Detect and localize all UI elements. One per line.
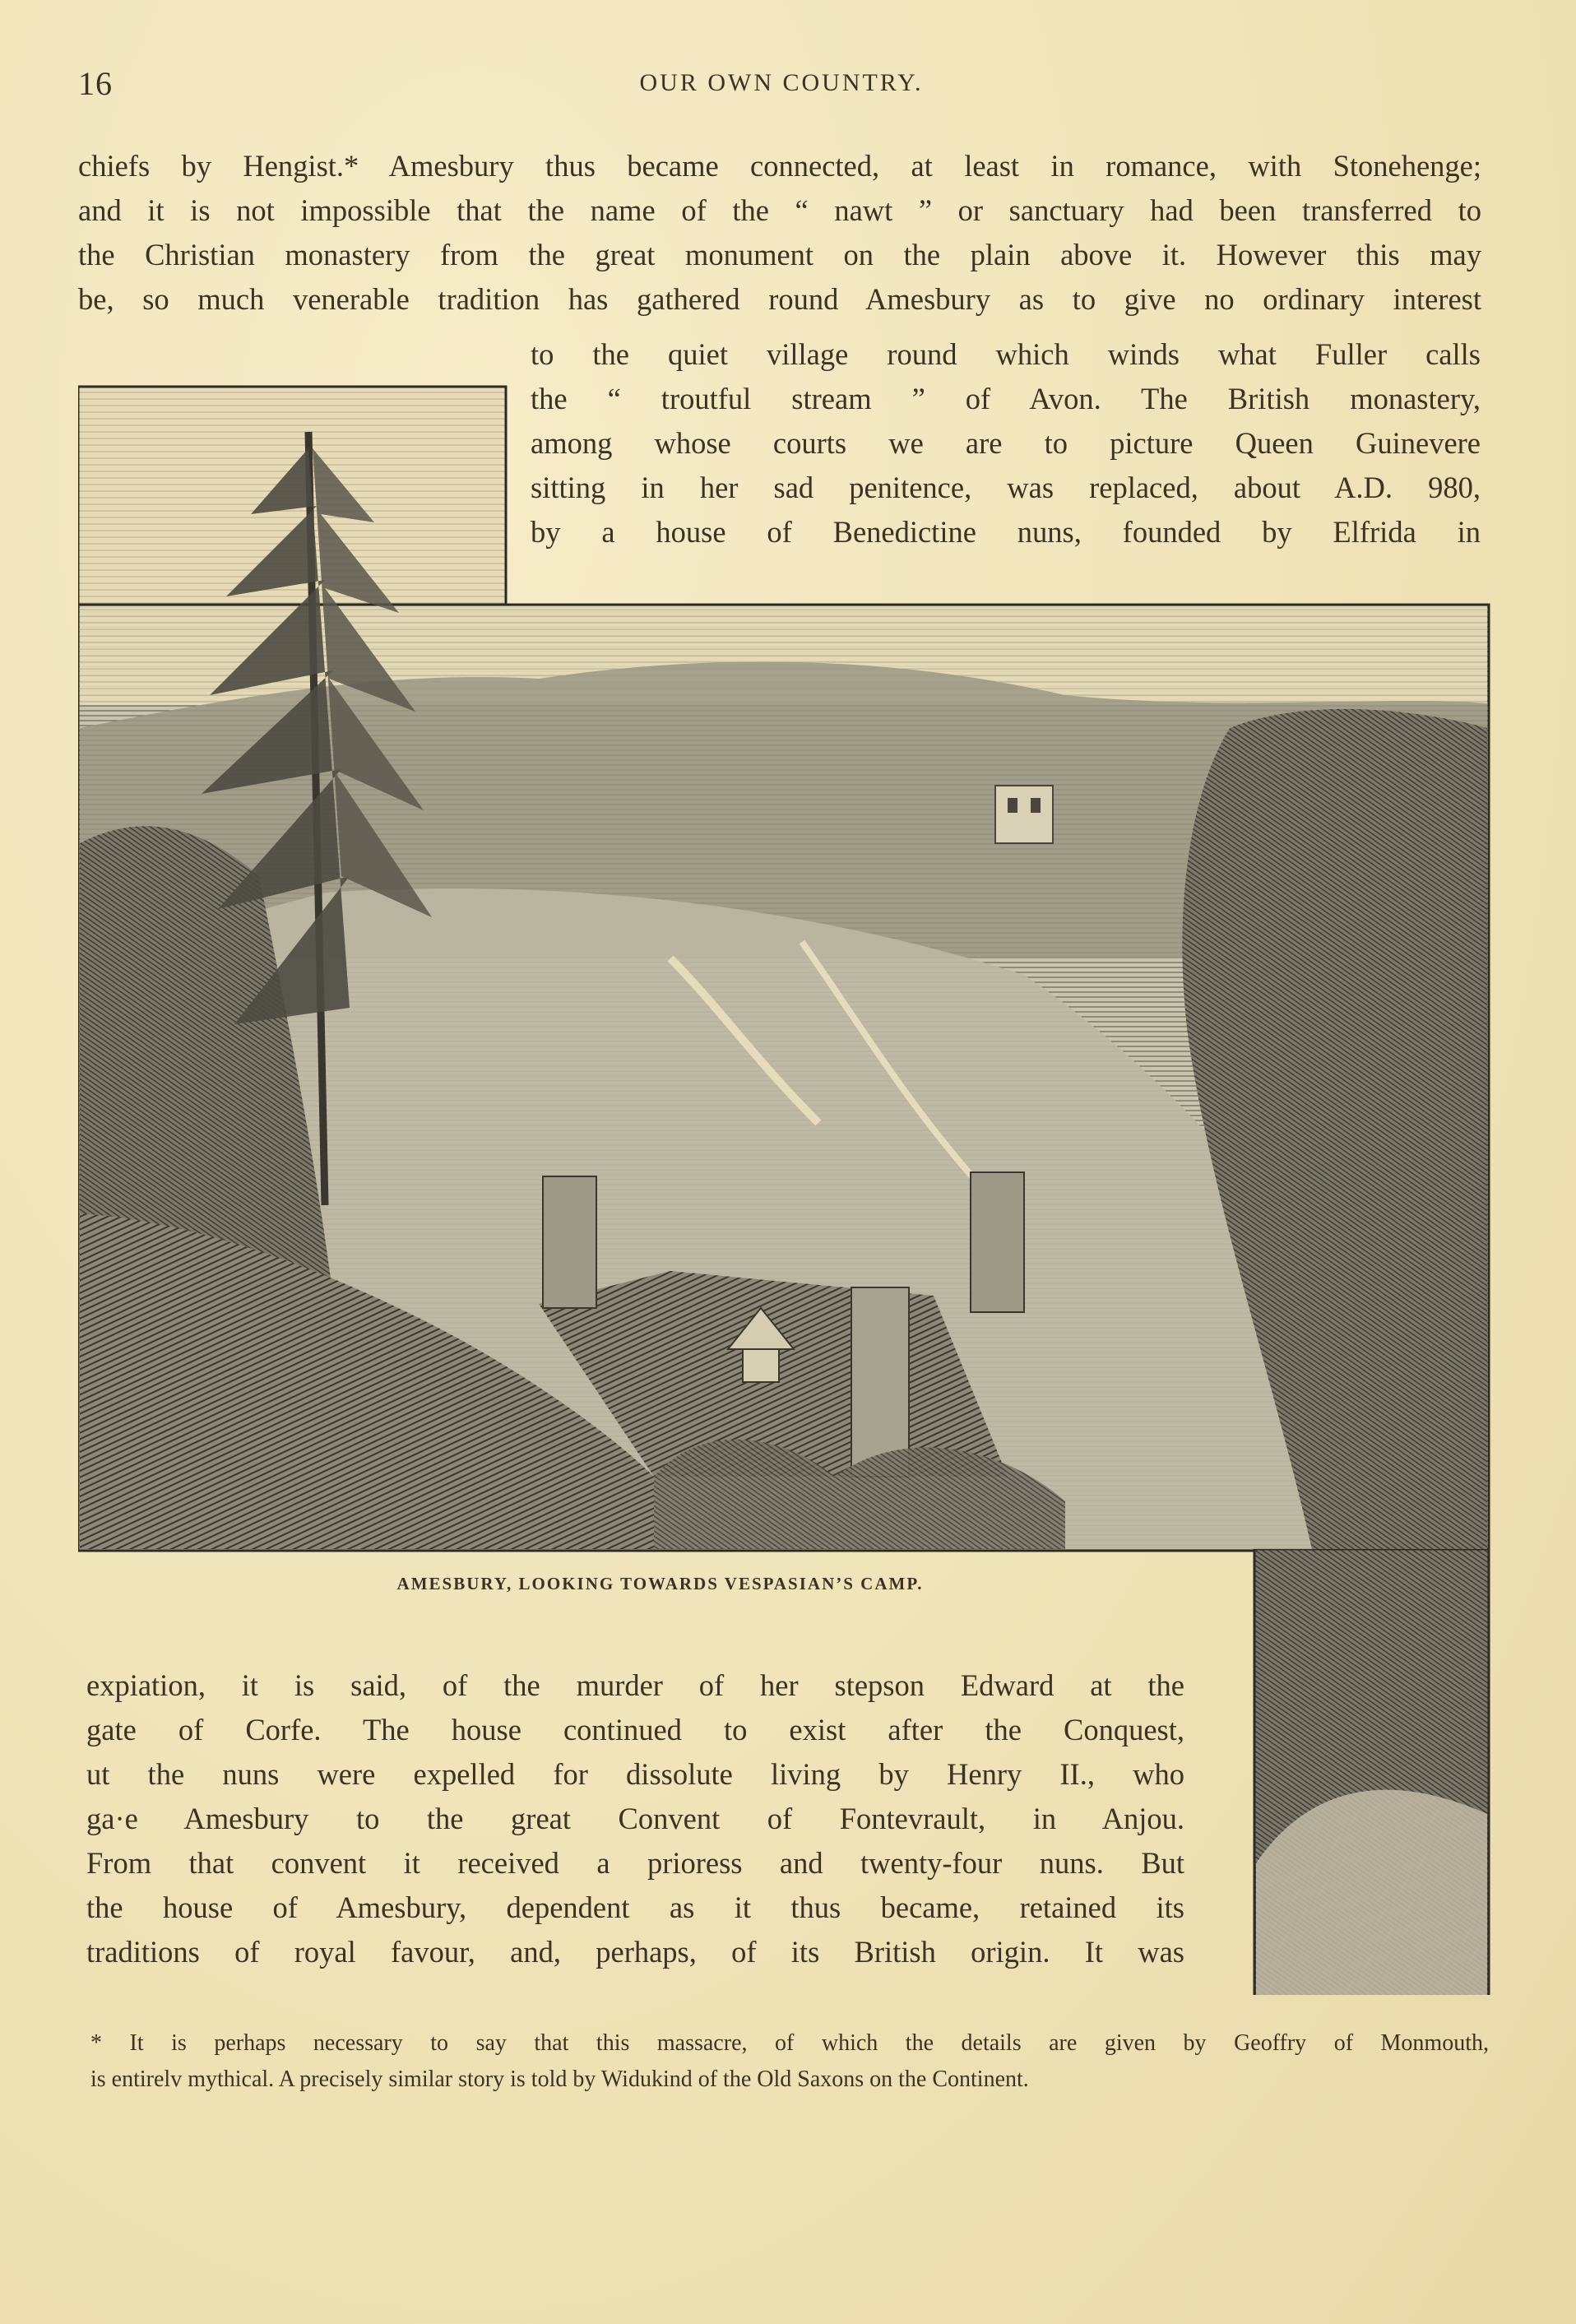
text-line: be, so much venerable tradition has gathered round Amesbury as to give no ordinary interest xyxy=(78,282,1481,316)
footnote-line: is entirelv mythical. A precisely similar story is told by Widukind of the Old Saxons on the Continent. xyxy=(90,2067,1029,2092)
text-line: chiefs by Hengist.* Amesbury thus became connected, at least in romance, with Stonehenge; xyxy=(78,149,1481,183)
text-line: ut the nuns were expelled for dissolute living by Henry II., who xyxy=(86,1757,1184,1791)
body-text-top xyxy=(78,144,1481,322)
text-line: expiation, it is said, of the murder of her stepson Edward at the xyxy=(86,1668,1184,1702)
illustration-caption: AMESBURY, LOOKING TOWARDS VESPASIAN’S CAMP. xyxy=(396,1574,924,1593)
text-line: From that convent it received a prioress and twenty-four nuns. But xyxy=(86,1846,1184,1880)
text-line: among whose courts we are to picture Queen Guinevere xyxy=(531,426,1481,460)
text-line: the Christian monastery from the great monument on the plain above it. However this may xyxy=(78,238,1481,271)
text-line: the “ troutful stream ” of Avon. The British monastery, xyxy=(531,382,1481,415)
body-text-bottom xyxy=(86,1663,1184,1974)
footnote xyxy=(90,2025,1489,2098)
text-line: by a house of Benedictine nuns, founded by Elfrida in xyxy=(531,515,1481,549)
text-line: traditions of royal favour, and, perhaps, of its British origin. It was xyxy=(86,1935,1184,1969)
running-head: OUR OWN COUNTRY. xyxy=(639,69,924,96)
text-line: ga·e Amesbury to the great Convent of Fontevrault, in Anjou. xyxy=(86,1802,1184,1835)
church xyxy=(995,786,1053,843)
text-line: to the quiet village round which winds what Fuller calls xyxy=(531,337,1481,371)
text-line: sitting in her sad penitence, was replaced, about A.D. 980, xyxy=(531,471,1481,504)
text-line: gate of Corfe. The house continued to exist after the Conquest, xyxy=(86,1713,1184,1746)
footnote-line: * It is perhaps necessary to say that this massacre, of which the details are given by Geoffry of Monmouth, xyxy=(90,2030,1489,2056)
text-line: and it is not impossible that the name of the “ nawt ” or sanctuary had been transferred to xyxy=(78,193,1481,227)
page-header xyxy=(78,64,1485,114)
page-number: 16 xyxy=(78,65,113,102)
text-line: the house of Amesbury, dependent as it thus became, retained its xyxy=(86,1890,1184,1924)
